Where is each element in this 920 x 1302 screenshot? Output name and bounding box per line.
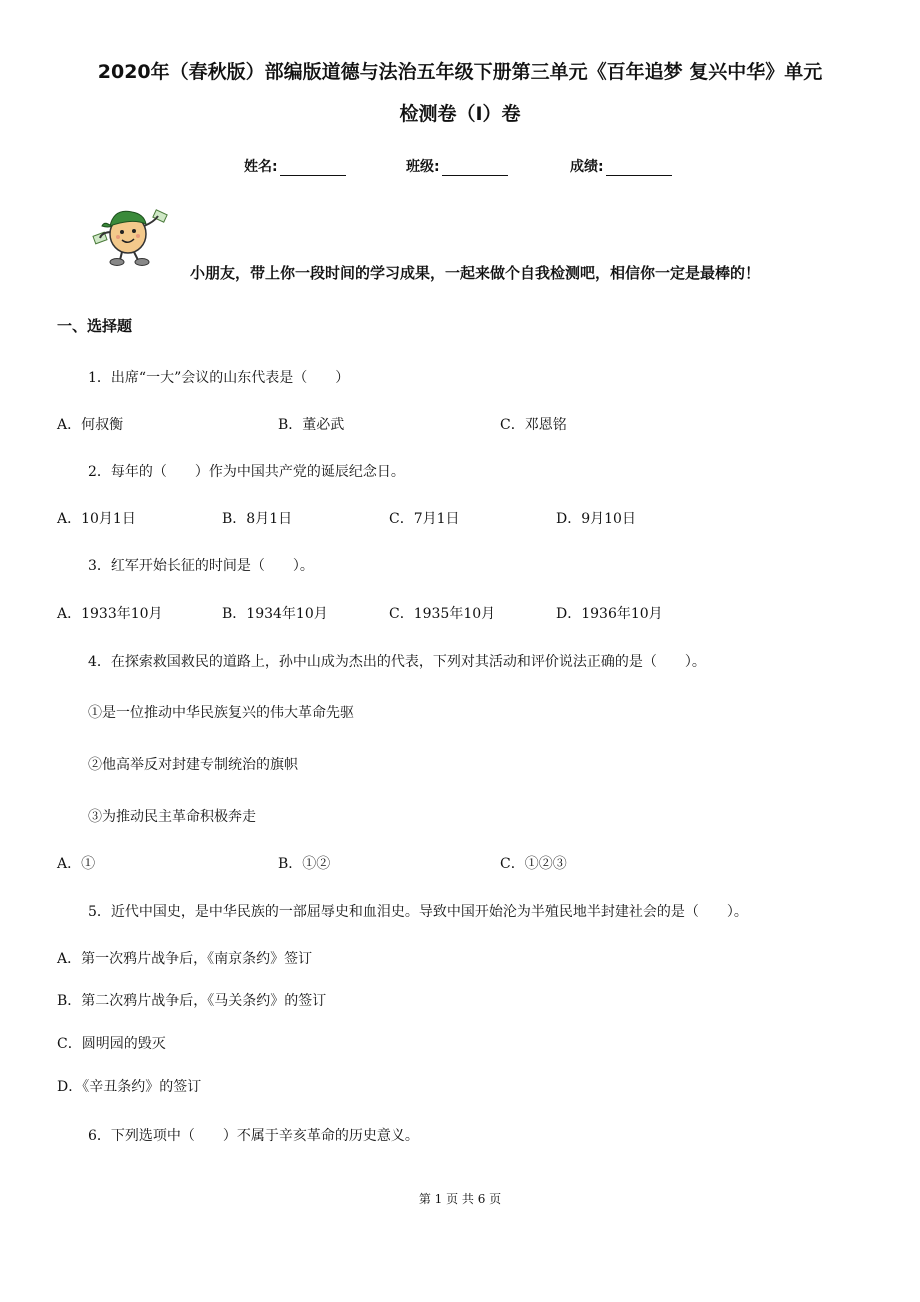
document-title-line-2: 检测卷（I）卷 (399, 103, 521, 125)
name-blank (280, 159, 346, 176)
question-4-option-b: B．①② (278, 856, 331, 872)
question-4-option-c: C．①②③ (500, 856, 567, 872)
class-label: 班级: (406, 159, 440, 175)
question-3-option-b: B．1934年10月 (222, 606, 328, 622)
question-5-option-d: D．《辛丑条约》的签订 (57, 1079, 202, 1095)
question-1-option-b: B．董必武 (278, 417, 345, 433)
greeting-text: 小朋友，带上你一段时间的学习成果，一起来做个自我检测吧，相信你一定是最棒的！ (190, 264, 761, 282)
question-3-option-d: D．1936年10月 (556, 606, 663, 622)
question-5-option-b: B．第二次鸦片战争后，《马关条约》的签订 (57, 993, 327, 1009)
question-4-option-a: A．① (57, 856, 96, 872)
question-3-stem: 3．红军开始长征的时间是（ ）。 (88, 558, 314, 574)
question-2-option-a: A．10月1日 (57, 511, 136, 527)
question-6-stem: 6．下列选项中（ ）不属于辛亥革命的历史意义。 (88, 1128, 419, 1144)
document-title-line-1: 2020年（春秋版）部编版道德与法治五年级下册第三单元《百年追梦 复兴中华》单元 (97, 61, 823, 83)
score-blank (606, 159, 672, 176)
question-2-option-b: B．8月1日 (222, 511, 293, 527)
question-1-stem: 1．出席“一大”会议的山东代表是（ ） (88, 370, 350, 386)
page-footer: 第 1 页 共 6 页 (418, 1192, 502, 1206)
question-1-option-a: A．何叔衡 (57, 417, 124, 433)
mascot-illustration (92, 202, 172, 268)
question-3-option-a: A．1933年10月 (57, 606, 163, 622)
class-blank (442, 159, 508, 176)
class-field (406, 156, 508, 176)
section-heading-multiple-choice: 一、选择题 (57, 317, 133, 335)
score-label: 成绩: (570, 159, 604, 175)
question-4-stem: 4．在探索救国救民的道路上，孙中山成为杰出的代表，下列对其活动和评价说法正确的是（ ）。 (88, 654, 706, 670)
question-4-statement-2: ②他高举反对封建专制统治的旗帜 (88, 757, 298, 773)
question-2-option-c: C．7月1日 (389, 511, 460, 527)
question-1-option-c: C．邓恩铭 (500, 417, 567, 433)
question-5-option-c: C．圆明园的毁灭 (57, 1036, 166, 1052)
question-4-statement-1: ①是一位推动中华民族复兴的伟大革命先驱 (88, 705, 354, 721)
question-2-stem: 2．每年的（ ）作为中国共产党的诞辰纪念日。 (88, 464, 405, 480)
question-5-stem: 5．近代中国史，是中华民族的一部屈辱史和血泪史。导致中国开始沦为半殖民地半封建社会的是（ ）。 (88, 904, 748, 920)
question-2-option-d: D．9月10日 (556, 511, 636, 527)
score-field (570, 156, 672, 176)
name-field (244, 156, 346, 176)
question-5-option-a: A．第一次鸦片战争后，《南京条约》签订 (57, 951, 313, 967)
question-3-option-c: C．1935年10月 (389, 606, 496, 622)
name-label: 姓名: (244, 159, 278, 175)
question-4-statement-3: ③为推动民主革命积极奔走 (88, 809, 256, 825)
